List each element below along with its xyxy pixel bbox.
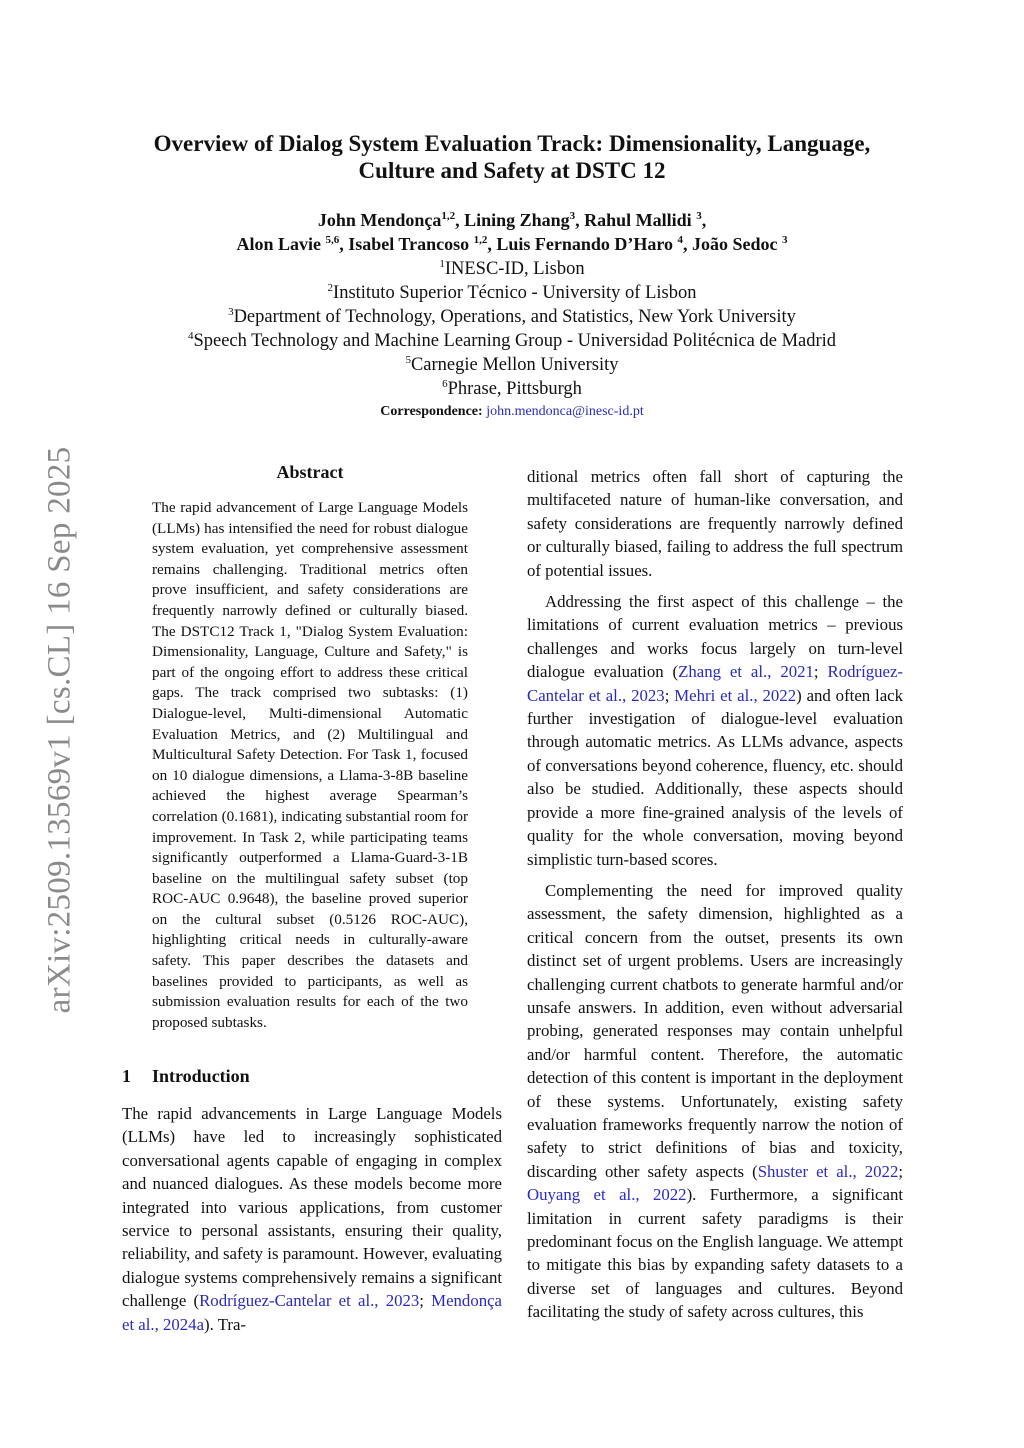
citation-link[interactable]: Zhang et al., 2021 — [678, 662, 814, 682]
abstract-text: The rapid advancement of Large Language Models (LLMs) has intensified the need for robust dialogue system evaluation, yet comprehensive assessment remains challenging. Traditional metrics often prove insufficient, and safety considerations are frequently narrowly defined or culturally biased. The DSTC12 Track 1, "Dialog System Evaluation: Dimensionality, Language, Culture and Safety," is part of the ongoing effort to address these critical gaps. The track comprised two subtasks: (1) Dialogue-level, Multi-dimensional Automatic Evaluation Metrics, and (2) Multilingual and Multicultural Safety Detection. For Task 1, focused on 10 dialogue dimensions, a Llama-3-8B baseline achieved the highest average Spearman’s correlation (0.1681), indicating substantial room for improvement. In Task 2, while participating teams significantly outperformed a Llama-Guard-3-1B baseline on the multilingual safety subset (top ROC-AUC 0.9648), the baseline proved superior on the cultural subset (0.5126 ROC-AUC), highlighting critical needs in culturally-aware safety. This paper describes the datasets and baselines provided to participants, as well as submission evaluation results for each of the two proposed subtasks. — [152, 499, 468, 1031]
author-separator: , — [701, 210, 707, 230]
body-text: ; — [419, 1291, 432, 1311]
correspondence — [100, 404, 924, 420]
affiliation — [100, 329, 924, 353]
abstract-heading: Abstract — [276, 462, 344, 482]
author-name: John Mendonça — [317, 210, 442, 230]
author-affil-sup: 3 — [569, 210, 576, 222]
author-affil-sup: 1,2 — [441, 210, 456, 222]
affiliation-text: Speech Technology and Machine Learning Group - Universidad Politécnica de Madrid — [193, 331, 837, 351]
body-text: ; — [664, 685, 675, 705]
affiliation-sup: 3 — [228, 305, 234, 318]
author-name: , Isabel Trancoso — [339, 234, 474, 254]
affiliation-sup: 5 — [405, 353, 411, 366]
body-text: ). Tra- — [204, 1314, 246, 1334]
affiliation-sup: 1 — [439, 257, 445, 270]
author-affil-sup: 4 — [677, 234, 684, 246]
affiliation — [100, 281, 924, 305]
citation-link[interactable]: Mendonça et al., 2024a — [122, 1291, 503, 1334]
author-affil-sup: 1,2 — [473, 234, 488, 246]
affiliation — [100, 353, 924, 377]
author-name: , João Sedoc — [683, 234, 783, 254]
author-name: , Luis Fernando D’Haro — [487, 234, 678, 254]
section-number: 1 — [122, 1066, 131, 1086]
author-line-1 — [100, 208, 924, 232]
author-affil-sup: 3 — [782, 234, 788, 246]
right-column — [527, 465, 903, 1332]
affiliation-list — [100, 257, 924, 401]
correspondence-email-link[interactable]: john.mendonca@inesc-id.pt — [486, 404, 644, 419]
body-paragraph: ditional metrics often fall short of capturing the multifaceted nature of human-like conversation, and safety considerations are frequently narrowly defined or culturally biased, failing to address the full spectrum of potential issues. — [527, 467, 903, 580]
author-list — [100, 208, 924, 256]
affiliation-text: Instituto Superior Técnico - University of Lisbon — [333, 283, 697, 303]
body-text: ; — [898, 1161, 904, 1181]
body-text: ). Furthermore, a significant limitation in current safety paradigms is their predominant focus on the English language. We attempt to mitigate this bias by expanding safety datasets to a diverse set of languages and cultures. Beyond facilitating the study of safety across cultures, this — [527, 1185, 903, 1322]
section-title: Introduction — [152, 1066, 250, 1086]
affiliation-text: INESC-ID, Lisbon — [444, 259, 585, 279]
author-line-2 — [100, 232, 924, 256]
title-line-2: Culture and Safety at DSTC 12 — [358, 158, 666, 183]
citation-link[interactable]: Mehri et al., 2022 — [674, 685, 797, 705]
affiliation-sup: 4 — [187, 329, 194, 342]
citation-link[interactable]: Shuster et al., 2022 — [757, 1161, 899, 1181]
paper-title — [100, 130, 924, 184]
intro-paragraph — [122, 1102, 502, 1336]
correspondence-label: Correspondence: — [380, 404, 483, 419]
author-affil-sup: 5,6 — [325, 234, 340, 246]
title-line-1: Overview of Dialog System Evaluation Track: Dimensionality, Language, — [153, 131, 871, 156]
citation-link[interactable]: Rodríguez-Cantelar et al., 2023 — [199, 1291, 420, 1311]
arxiv-stamp: arXiv:2509.13569v1 [cs.CL] 16 Sep 2025 — [41, 446, 78, 1014]
citation-link[interactable]: Rodríguez-Cantelar et al., 2023 — [527, 662, 903, 705]
author-name: , Lining Zhang — [455, 210, 570, 230]
affiliation-text: Phrase, Pittsburgh — [447, 379, 582, 399]
citation-link[interactable]: Ouyang et al., 2022 — [527, 1185, 687, 1205]
section-heading — [122, 1066, 502, 1087]
body-text: Addressing the first aspect of this challenge – the limitations of current evaluation metrics – previous challenges and works focus largely on turn-level dialogue evaluation ( — [527, 592, 903, 682]
body-text: ) and often lack further investigation of dialogue-level evaluation through automatic metrics. As LLMs advance, aspects of conversations beyond coherence, fluency, etc. should also be studied. Additionally, these aspects should provide a more fine-grained analysis of the levels of quality for the whole conversation, moving beyond simplistic turn-based scores. — [527, 685, 903, 869]
body-text: Complementing the need for improved quality assessment, the safety dimension, highlighted as a critical concern from the outset, presents its own distinct set of urgent problems. Users are increasingly challenging current chatbots to generate harmful and/or unsafe answers. In addition, even without adversarial probing, generated responses may contain unhelpful and/or harmful content. Therefore, the automatic detection of this content is important in the deployment of these systems. Unfortunately, existing safety evaluation frameworks frequently narrow the notion of safety to strict definitions of bias and toxicity, discarding other safety aspects ( — [527, 880, 903, 1181]
affiliation — [100, 305, 924, 329]
affiliation-text: Carnegie Mellon University — [410, 355, 619, 375]
author-name: , Rahul Mallidi — [575, 210, 697, 230]
body-paragraph — [527, 590, 903, 871]
affiliation — [100, 377, 924, 401]
body-paragraph — [527, 879, 903, 1324]
author-affil-sup: 3 — [696, 210, 702, 222]
body-text: The rapid advancements in Large Language Models (LLMs) have led to increasingly sophisticated conversational agents capable of engaging in complex and nuanced dialogues. As these models become more integrated into various applications, from customer service to personal assistants, ensuring their quality, reliability, and safety is paramount. However, evaluating dialogue systems comprehensively remains a significant challenge ( — [122, 1104, 502, 1311]
affiliation-text: Department of Technology, Operations, and Statistics, New York University — [233, 307, 796, 327]
affiliation-sup: 6 — [442, 377, 448, 390]
body-text: ; — [813, 662, 828, 682]
affiliation-sup: 2 — [327, 281, 334, 294]
author-name: Alon Lavie — [236, 234, 326, 254]
affiliation — [100, 257, 924, 281]
